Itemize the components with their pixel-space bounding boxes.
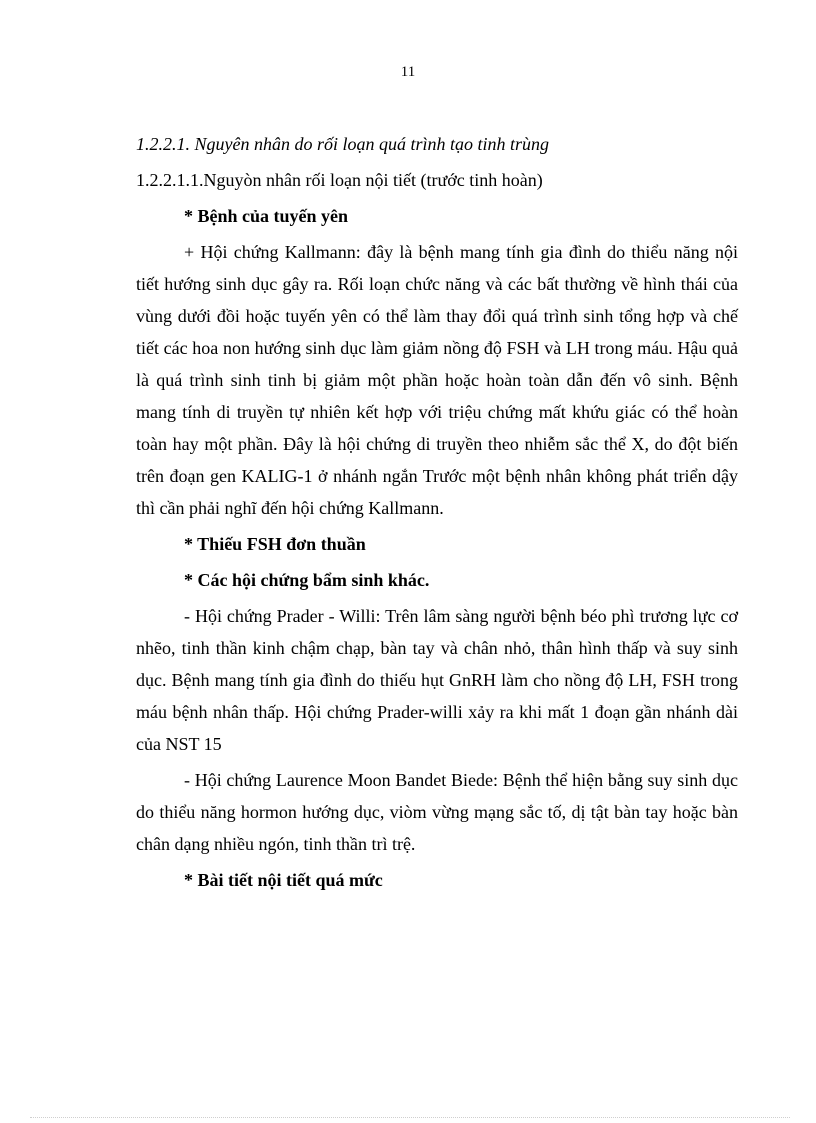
- heading-pituitary-disease: * Bệnh của tuyến yên: [184, 206, 349, 226]
- subsubsection-title: 1.2.2.1.1.Nguyòn nhân rối loạn nội tiết (trước tinh hoàn): [136, 170, 543, 190]
- heading-excess-secretion: * Bài tiết nội tiết quá mức: [184, 870, 383, 890]
- heading-fsh-deficiency: * Thiếu FSH đơn thuần: [184, 534, 366, 554]
- page-number: 11: [400, 64, 416, 80]
- subsection-title: 1.2.2.1. Nguyên nhân do rối loạn quá trình tạo tinh trùng: [136, 134, 550, 154]
- paragraph-kallmann: + Hội chứng Kallmann: đây là bệnh mang tính gia đình do thiểu năng nội tiết hướng sinh dục gây ra. Rối loạn chức năng và các bất thường về hình thái của vùng dưới đồi hoặc tuyến yên có thể làm thay đổi quá trình sinh tổng hợp và chế tiết các hoa non hướng sinh dục làm giảm nồng độ FSH và LH trong máu. Hậu quả là quá trình sinh tinh bị giảm một phần hoặc hoàn toàn dẫn đến vô sinh. Bệnh mang tính di truyền tự nhiên kết hợp với triệu chứng mất khứu giác có thể hoàn toàn hay một phần. Đây là hội chứng di truyền theo nhiễm sắc thể X, do đột biến trên đoạn gen KALIG-1 ở nhánh ngắn Trước một bệnh nhân không phát triển dậy thì cần phải nghĩ đến hội chứng Kallmann.: [136, 242, 738, 518]
- paragraph-laurence-moon: - Hội chứng Laurence Moon Bandet Biede: Bệnh thể hiện bằng suy sinh dục do thiểu năng hormon hướng dục, viòm vừng mạng sắc tố, dị tật bàn tay hoặc bàn chân dạng nhiều ngón, tinh thần trì trệ.: [136, 770, 738, 854]
- document-body: [136, 128, 738, 900]
- page-bottom-divider: [30, 1117, 790, 1118]
- paragraph-prader-willi: - Hội chứng Prader - Willi: Trên lâm sàng người bệnh béo phì trương lực cơ nhẽo, tinh thần kinh chậm chạp, bàn tay và chân nhỏ, thân hình thấp và suy sinh dục. Bệnh mang tính gia đình do thiếu hụt GnRH làm cho nồng độ LH, FSH trong máu bệnh nhân thấp. Hội chứng Prader-willi xảy ra khi mất 1 đoạn gần nhánh dài của NST 15: [136, 606, 738, 754]
- heading-congenital-syndromes: * Các hội chứng bẩm sinh khác.: [184, 570, 430, 590]
